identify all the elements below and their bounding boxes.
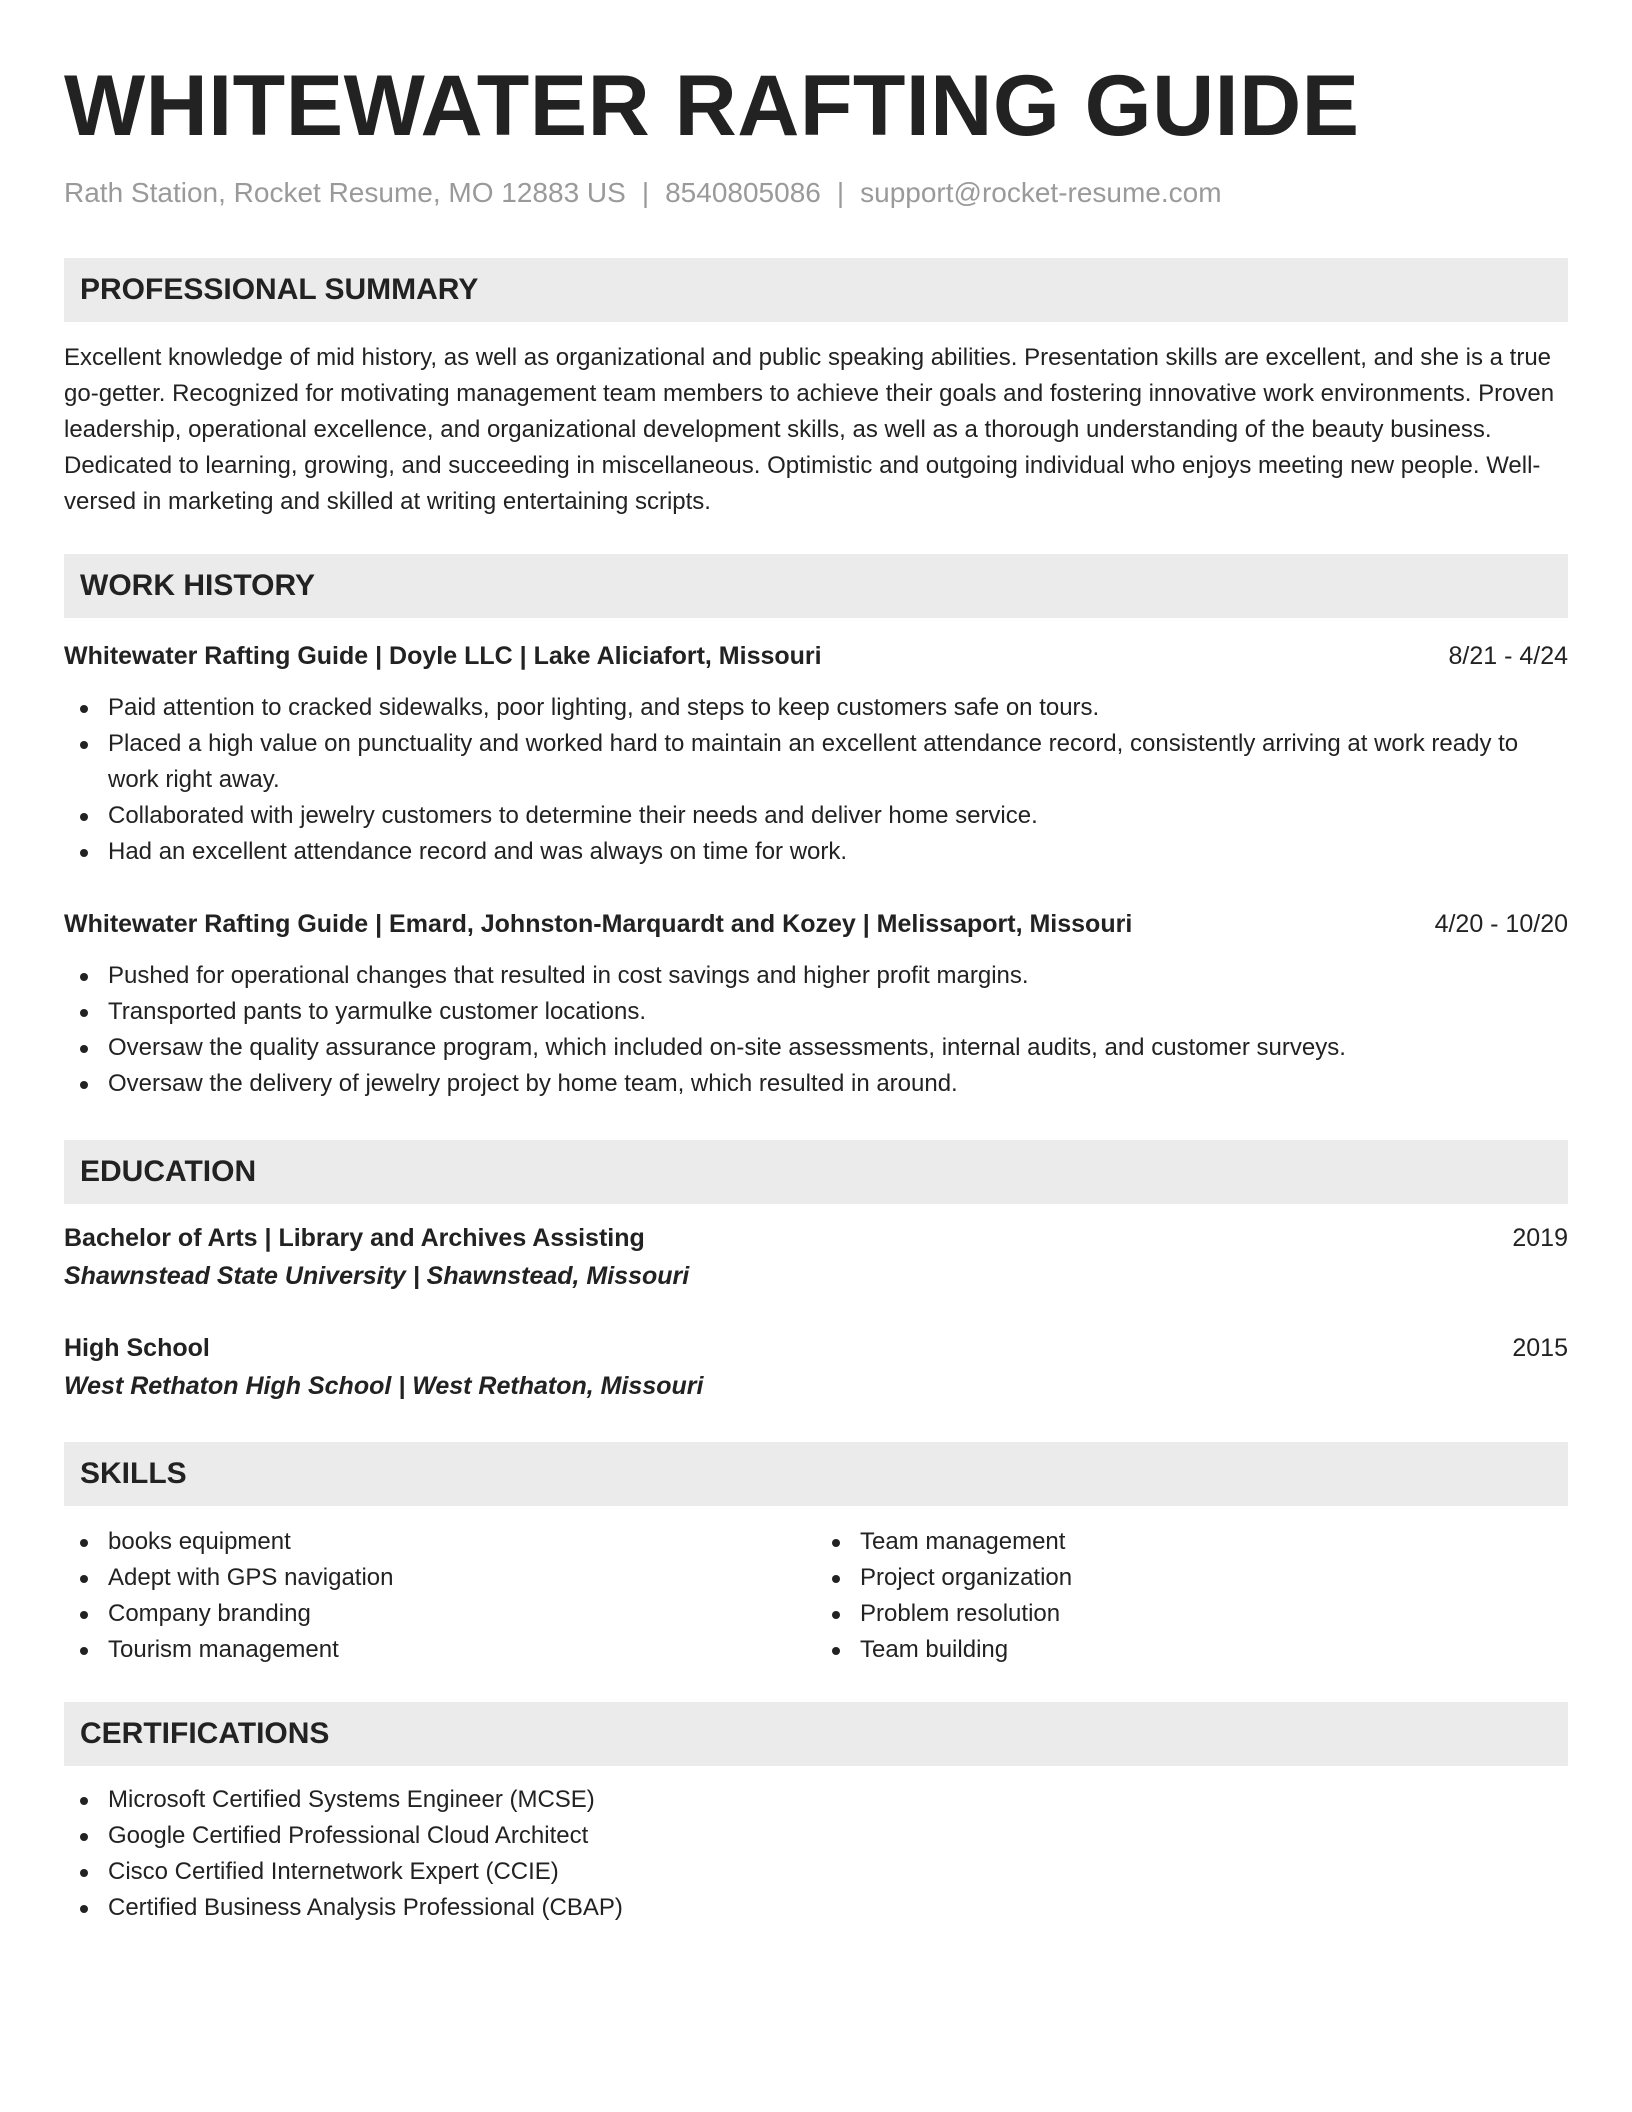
education-entry: [64, 1330, 1568, 1404]
section-header-skills: SKILLS: [64, 1442, 1568, 1506]
contact-line: [64, 176, 1568, 210]
contact-separator: |: [641, 177, 650, 208]
contact-address: Rath Station, Rocket Resume, MO 12883 US: [64, 177, 626, 208]
skill-item: Team building: [816, 1632, 1568, 1668]
education-entry: [64, 1220, 1568, 1294]
job-bullet: Transported pants to yarmulke customer locations.: [64, 994, 1568, 1030]
certification-item: Google Certified Professional Cloud Architect: [64, 1818, 1568, 1854]
summary-text: Excellent knowledge of mid history, as well as organizational and public speaking abilities. Presentation skills are excellent, and she is a true go-getter. Recognized for motivating management team members to achieve their goals and fostering innovative work environments. Proven leadership, operational excellence, and organizational development skills, as well as a thorough understanding of the beauty business. Dedicated to learning, growing, and succeeding in miscellaneous. Optimistic and outgoing individual who enjoys meeting new people. Well-versed in marketing and skilled at writing entertaining scripts.: [64, 344, 1555, 515]
education-school: West Rethaton High School | West Rethaton, Missouri: [64, 1372, 704, 1400]
certification-item: Certified Business Analysis Professional (CBAP): [64, 1890, 1568, 1926]
education-year: 2015: [1512, 1334, 1568, 1362]
job-bullets: [64, 958, 1568, 1102]
job-dates: 4/20 - 10/20: [1434, 910, 1568, 938]
section-header-education: EDUCATION: [64, 1140, 1568, 1204]
education-degree: Bachelor of Arts | Library and Archives Assisting: [64, 1224, 645, 1252]
job-entry: [64, 906, 1568, 1102]
section-header-certifications: CERTIFICATIONS: [64, 1702, 1568, 1766]
job-bullet: Pushed for operational changes that resulted in cost savings and higher profit margins.: [64, 958, 1568, 994]
skills-list-right: [816, 1524, 1568, 1668]
job-heading-row: [64, 638, 1568, 674]
job-bullet: Collaborated with jewelry customers to determine their needs and deliver home service.: [64, 798, 1568, 834]
job-bullet: Paid attention to cracked sidewalks, poor lighting, and steps to keep customers safe on tours.: [64, 690, 1568, 726]
contact-separator: |: [836, 177, 845, 208]
education-heading-row: [64, 1220, 1568, 1256]
education-year: 2019: [1512, 1224, 1568, 1252]
certification-item: Cisco Certified Internetwork Expert (CCIE): [64, 1854, 1568, 1890]
education-heading-row: [64, 1330, 1568, 1366]
contact-email: support@rocket-resume.com: [860, 177, 1222, 208]
job-bullet: Oversaw the quality assurance program, which included on-site assessments, internal audits, and customer surveys.: [64, 1030, 1568, 1066]
skill-item: Problem resolution: [816, 1596, 1568, 1632]
job-bullet: Oversaw the delivery of jewelry project by home team, which resulted in around.: [64, 1066, 1568, 1102]
job-bullet: Had an excellent attendance record and was always on time for work.: [64, 834, 1568, 870]
job-title: Whitewater Rafting Guide | Doyle LLC | Lake Aliciafort, Missouri: [64, 642, 822, 670]
section-header-summary: PROFESSIONAL SUMMARY: [64, 258, 1568, 322]
skill-item: books equipment: [64, 1524, 816, 1560]
certification-item: Microsoft Certified Systems Engineer (MCSE): [64, 1782, 1568, 1818]
skill-item: Project organization: [816, 1560, 1568, 1596]
section-header-work-history: WORK HISTORY: [64, 554, 1568, 618]
certifications-list: [64, 1782, 1568, 1926]
job-dates: 8/21 - 4/24: [1448, 642, 1568, 670]
skills-list-left: [64, 1524, 816, 1668]
job-entry: [64, 638, 1568, 870]
resume-name: WHITEWATER RAFTING GUIDE: [64, 58, 1360, 154]
skill-item: Tourism management: [64, 1632, 816, 1668]
job-bullet: Placed a high value on punctuality and worked hard to maintain an excellent attendance record, consistently arriving at work ready to work right away.: [64, 726, 1568, 798]
education-school: Shawnstead State University | Shawnstead, Missouri: [64, 1262, 690, 1290]
contact-phone: 8540805086: [665, 177, 821, 208]
job-heading-row: [64, 906, 1568, 942]
job-title: Whitewater Rafting Guide | Emard, Johnston-Marquardt and Kozey | Melissaport, Missouri: [64, 910, 1133, 938]
education-degree: High School: [64, 1334, 210, 1362]
skill-item: Company branding: [64, 1596, 816, 1632]
skill-item: Team management: [816, 1524, 1568, 1560]
job-bullets: [64, 690, 1568, 870]
skills-grid: [64, 1524, 1568, 1668]
skill-item: Adept with GPS navigation: [64, 1560, 816, 1596]
